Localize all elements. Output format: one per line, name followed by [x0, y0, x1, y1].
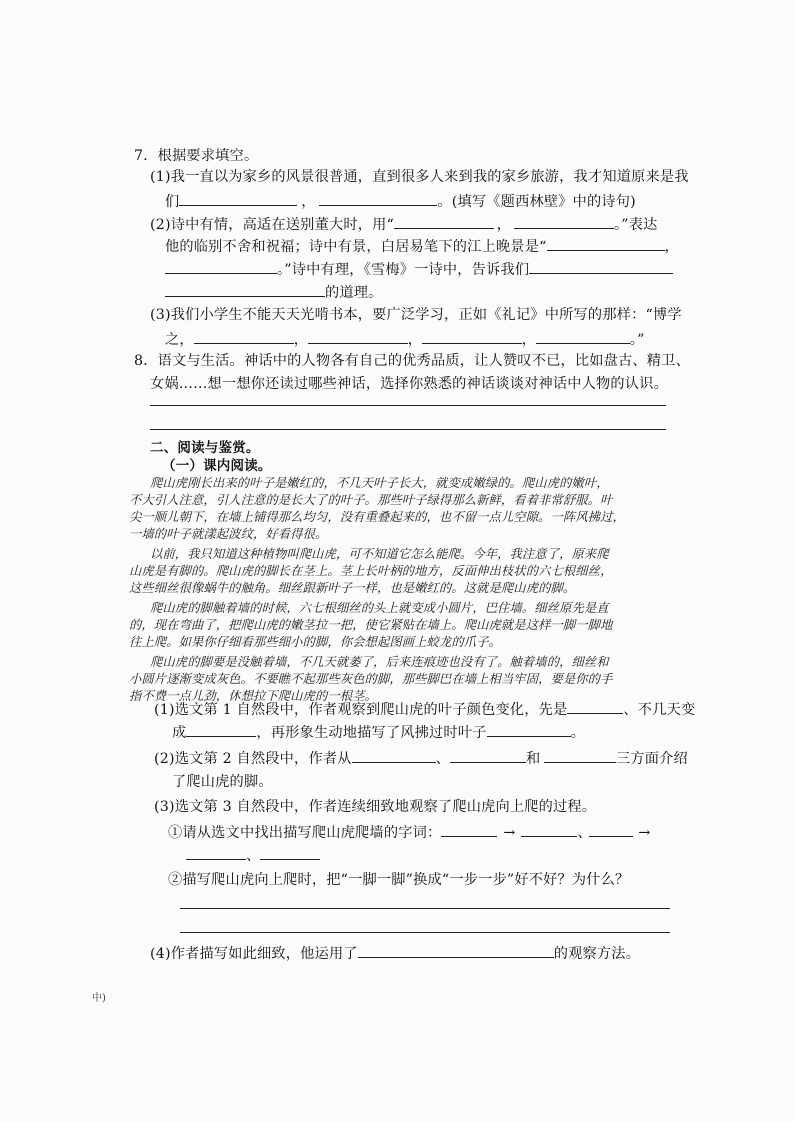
rq3-blank-3[interactable] — [589, 822, 633, 837]
section-subheading: （一）课内阅读。 — [162, 458, 272, 474]
q7-blank-3[interactable] — [394, 214, 494, 229]
passage-line: 小圆片逐渐变成灰色。不要瞧不起那些灰色的脚，那些脚巴在墙上相当牢固，要是你的手 — [129, 672, 613, 686]
passage-line: 爬山虎的脚要是没触着墙，不几天就萎了，后来连痕迹也没有了。触着墙的，细丝和 — [150, 655, 609, 669]
q7-part2-text-c: 他的临别不舍和祝福；诗中有景，白居易笔下的江上晚景是“ — [165, 239, 547, 255]
rq3-sub1-line2: 、 — [186, 845, 320, 866]
rq1-text-e: 。 — [570, 725, 585, 741]
corner-mark: 中) — [92, 993, 106, 1004]
q7-part2-line3 — [165, 259, 673, 280]
q7-part2-line2: 他的临别不舍和祝福；诗中有景，白居易笔下的江上晚景是“ ， — [165, 236, 679, 257]
q7-part2-text-e: 的道理。 — [325, 285, 383, 301]
rq1-blank-3[interactable] — [487, 722, 571, 737]
rq1-text-b: 、不几天变 — [623, 702, 696, 718]
q7-part2-line1: (2)诗中有情，高适在送别董大时，用“ ， 。”表达 — [150, 214, 658, 235]
q7-blank-4[interactable] — [514, 214, 614, 229]
q8-answer-line-1[interactable] — [150, 405, 666, 406]
rq1-line2 — [172, 722, 585, 743]
q7-blank-2[interactable] — [319, 191, 437, 206]
passage-line: 山虎是有脚的。爬山虎的脚长在茎上。茎上长叶柄的地方，反面伸出枝状的六七根细丝， — [129, 564, 613, 578]
rq2-line2: 了爬山虎的脚。 — [172, 774, 273, 790]
rq3-answer-line-2[interactable] — [180, 932, 670, 933]
passage-line: 指不费一点儿劲，休想拉下爬山虎的一根茎。 — [129, 689, 377, 703]
q7-blank-5[interactable] — [547, 236, 665, 251]
passage-line: 爬山虎刚长出来的叶子是嫩红的，不几天叶子长大，就变成嫩绿的。爬山虎的嫩叶， — [150, 476, 609, 490]
rq2-text-a: (2)选文第 2 自然段中，作者从 — [154, 751, 352, 767]
rq3-blank-5[interactable] — [260, 845, 320, 860]
q7-part3-text-a: 之， — [165, 332, 194, 348]
arrow-icon: → — [503, 825, 516, 841]
rq3-blank-1[interactable] — [441, 822, 497, 837]
passage-line: 这些细丝很像蜗牛的触角。细丝跟新叶子一样，也是嫩红的。这就是爬山虎的脚。 — [129, 581, 576, 595]
q8-line2: 女娲……想一想你还读过哪些神话，选择你熟悉的神话谈谈对神话中人物的认识。 — [150, 376, 668, 392]
rq2-blank-1[interactable] — [352, 748, 436, 763]
passage-line: 不大引人注意，引人注意的是长大了的叶子。那些叶子绿得那么新鲜，看着非常舒服。叶 — [129, 493, 613, 507]
section-heading: 二、阅读与鉴赏。 — [150, 440, 260, 456]
q7-blank-11[interactable] — [422, 329, 522, 344]
rq4-blank[interactable] — [358, 943, 554, 958]
rq4-text-b: 的观察方法。 — [553, 946, 641, 962]
q7-part1-text-b: 。(填写《题西林壁》中的诗句) — [437, 194, 636, 210]
rq1-text-c: 成 — [172, 725, 187, 741]
q7-part2-text-d: 。”诗中有理，《雪梅》一诗中，告诉我们 — [277, 262, 530, 278]
q7-part3-line1: (3)我们小学生不能天天光啃书本，要广泛学习，正如《礼记》中所写的那样：“博学 — [150, 307, 682, 323]
passage-line: 爬山虎的脚触着墙的时候，六七根细丝的头上就变成小圆片，巴住墙。细丝原先是直 — [150, 601, 609, 615]
rq1-text-a: (1)选文第 1 自然段中，作者观察到爬山虎的叶子颜色变化，先是 — [154, 702, 568, 718]
q7-part1-line1: (1)我一直以为家乡的风景很普通，直到很多人来到我的家乡旅游，我才知道原来是我 — [150, 169, 689, 185]
q7-part2-text-a: (2)诗中有情，高适在送别董大时，用“ — [150, 217, 394, 233]
rq3-sub1-line1: ①请从选文中找出描写爬山虎爬墙的字词： → 、 → — [168, 822, 655, 843]
rq1-blank-1[interactable] — [567, 699, 623, 714]
rq1-blank-2[interactable] — [186, 722, 256, 737]
rq4-line — [150, 943, 640, 964]
rq2-blank-2[interactable] — [450, 748, 526, 763]
q7-blank-7[interactable] — [529, 259, 673, 274]
rq4-text-a: (4)作者描写如此细致，他运用了 — [150, 946, 358, 962]
q7-part3-line2: 之， ， ， ， 。” — [165, 329, 645, 350]
rq3-blank-2[interactable] — [521, 822, 577, 837]
passage-line: 的，现在弯曲了，把爬山虎的嫩茎拉一把，使它紧贴在墙上。爬山虎就是这样一脚一脚地 — [129, 618, 613, 632]
rq1-line1 — [154, 699, 695, 720]
q7-part1-line2: 们 ， 。(填写《题西林壁》中的诗句) — [165, 191, 636, 212]
q8-answer-line-2[interactable] — [150, 429, 666, 430]
rq3-line1: (3)选文第 3 自然段中，作者连续细致地观察了爬山虎向上爬的过程。 — [154, 799, 597, 815]
q7-title: 7．根据要求填空。 — [134, 148, 259, 164]
arrow-icon: → — [638, 825, 651, 841]
rq3-blank-4[interactable] — [186, 845, 246, 860]
passage-line: 一墙的叶子就漾起波纹，好看得很。 — [129, 527, 328, 541]
q8-line1: 8．语文与生活。神话中的人物各有自己的优秀品质，让人赞叹不已，比如盘古、精卫、 — [134, 353, 690, 369]
rq3-sub2-question: ②描写爬山虎向上爬时，把“一脚一脚”换成“一步一步”好不好？为什么？ — [168, 872, 630, 888]
passage-line: 往上爬。如果你仔细看那些细小的脚，你会想起图画上蛟龙的爪子。 — [129, 635, 501, 649]
q7-part2-line4 — [165, 282, 383, 303]
q7-blank-10[interactable] — [308, 329, 408, 344]
q7-part2-text-b: 。”表达 — [613, 217, 658, 233]
rq3-answer-line-1[interactable] — [180, 908, 670, 909]
q7-blank-12[interactable] — [536, 329, 630, 344]
passage-line: 尖一顺儿朝下，在墙上铺得那么均匀，没有重叠起来的，也不留一点儿空隙。一阵风拂过， — [129, 510, 625, 524]
q7-part3-text-b: 。” — [629, 332, 645, 348]
rq1-text-d: ，再形象生动地描写了风拂过时叶子 — [256, 725, 487, 741]
q7-blank-6[interactable] — [165, 259, 277, 274]
q7-part1-text-a: 们 — [165, 194, 180, 210]
passage-line: 以前，我只知道这种植物叫爬山虎，可不知道它怎么能爬。今年，我注意了，原来爬 — [150, 547, 609, 561]
rq2-line1: (2)选文第 2 自然段中，作者从 、 和 三方面介绍 — [154, 748, 688, 769]
q7-blank-9[interactable] — [194, 329, 294, 344]
q7-blank-8[interactable] — [165, 282, 325, 297]
rq3-sub1-text: ①请从选文中找出描写爬山虎爬墙的字词： — [168, 825, 442, 841]
q7-blank-1[interactable] — [179, 191, 297, 206]
rq2-text-b: 三方面介绍 — [616, 751, 688, 767]
rq2-blank-3[interactable] — [544, 748, 616, 763]
